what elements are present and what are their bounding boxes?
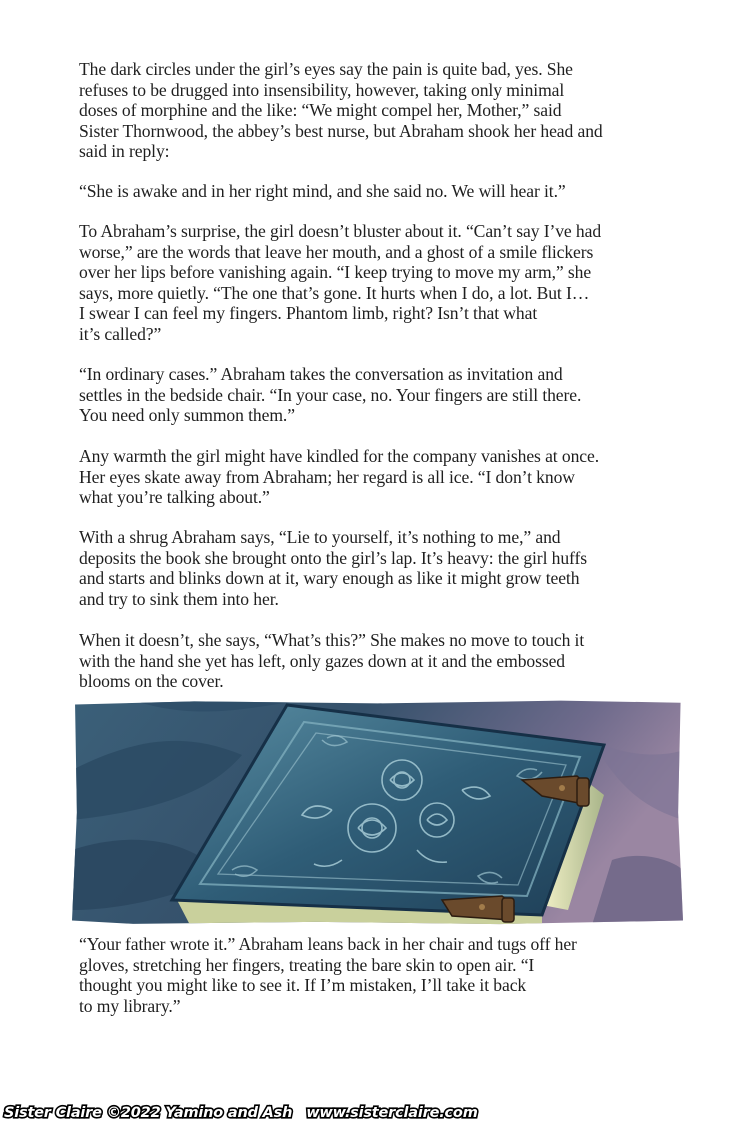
- website-url: www.sisterclaire.com: [306, 1105, 478, 1121]
- paragraph-8: “Your father wrote it.” Abraham leans back in her chair and tugs off her gloves, stretching her fingers, treating the bare skin to open air. “I thought you might like to see it. If I’m mistaken, I’ll take it back to my library.”: [79, 934, 577, 1016]
- paragraph-6: With a shrug Abraham says, “Lie to yourself, it’s nothing to me,” and deposits the book she brought onto the girl’s lap. It’s heavy: the girl huffs and starts and blinks down at it, wary enough as like it might grow teeth and try to sink them into her.: [79, 527, 587, 609]
- paragraph-2: “She is awake and in her right mind, and she said no. We will hear it.”: [79, 181, 566, 201]
- paragraph-1: The dark circles under the girl’s eyes say the pain is quite bad, yes. She refuses to be drugged into insensibility, however, taking only minimal doses of morphine and the like: “We might compel her, Mother,” said Sister Thornwood, the abbey’s best nurse, but Abraham shook her head and said in reply:: [79, 59, 603, 162]
- copyright-text: Sister Claire ©2022 Yamino and Ash: [4, 1105, 293, 1121]
- footer-credit: [4, 1105, 492, 1127]
- paragraph-5: Any warmth the girl might have kindled for the company vanishes at once. Her eyes skate away from Abraham; her regard is all ice. “I don’t know what you’re talking about.”: [79, 446, 599, 508]
- book-illustration-panel: [72, 700, 683, 925]
- paragraph-3: To Abraham’s surprise, the girl doesn’t bluster about it. “Can’t say I’ve had worse,” are the words that leave her mouth, and a ghost of a smile flickers over her lips before vanishing again. “I keep trying to move my arm,” she says, more quietly. “The one that’s gone. It hurts when I do, a lot. But I… I swear I can feel my fingers. Phantom limb, right? Isn’t that what it’s called?”: [79, 221, 602, 344]
- book-illustration: [72, 700, 683, 925]
- paragraph-7: When it doesn’t, she says, “What’s this?” She makes no move to touch it with the hand she yet has left, only gazes down at it and the embossed blooms on the cover.: [79, 630, 585, 692]
- paragraph-4: “In ordinary cases.” Abraham takes the conversation as invitation and settles in the bedside chair. “In your case, no. Your fingers are still there. You need only summon them.”: [79, 364, 582, 426]
